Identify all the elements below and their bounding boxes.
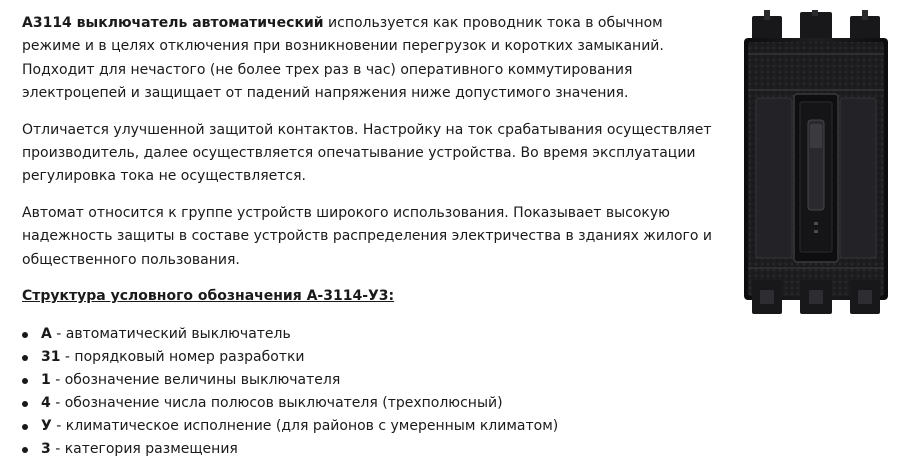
bullet-icon — [22, 355, 28, 361]
legend-item — [22, 323, 722, 346]
legend-item — [22, 415, 722, 438]
legend-code: 4 — [41, 395, 51, 412]
legend-desc: - автоматический выключатель — [51, 326, 291, 343]
legend-code: 31 — [41, 349, 61, 366]
legend-desc: - порядковый номер разработки — [60, 349, 305, 366]
product-name: А3114 выключатель автоматический — [22, 15, 324, 31]
designation-legend — [22, 323, 722, 461]
article-content — [22, 12, 722, 461]
legend-item — [22, 346, 722, 369]
legend-item — [22, 392, 722, 415]
bullet-icon — [22, 378, 28, 384]
legend-code: 1 — [41, 372, 51, 389]
legend-code: 3 — [41, 441, 51, 458]
bullet-icon — [22, 332, 28, 338]
bullet-icon — [22, 424, 28, 430]
legend-item — [22, 369, 722, 392]
intro-text: используется как проводник тока в обычном режиме и в целях отключения при возникновении перегрузок и коротких замыканий. Подходит для нечастого (не более трех раз в час) оперативного коммутирования электроцепей и защищает от падений напряжения ниже допустимого значения. — [22, 15, 664, 102]
legend-desc: - обозначение числа полюсов выключателя (трехполюсный) — [50, 395, 503, 412]
usage-paragraph: Автомат относится к группе устройств широкого использования. Показывает высокую надежность защиты в составе устройств распределения электричества в зданиях жилого и общественного пользования. — [22, 204, 712, 268]
bullet-icon — [22, 447, 28, 453]
legend-code: У — [41, 418, 52, 435]
bullet-icon — [22, 401, 28, 407]
circuit-breaker-photo — [742, 10, 890, 316]
legend-desc: - обозначение величины выключателя — [50, 372, 341, 389]
legend-code: А — [41, 326, 52, 343]
intro-paragraph — [22, 12, 722, 106]
legend-desc: - климатическое исполнение (для районов с умеренным климатом) — [51, 418, 559, 435]
legend-desc: - категория размещения — [50, 441, 238, 458]
protection-paragraph: Отличается улучшенной защитой контактов. Настройку на ток срабатывания осуществляет производитель, далее осуществляется опечатывание устройства. Во время эксплуатации регулировка тока не осуществляется. — [22, 121, 712, 185]
structure-heading: Структура условного обозначения А-3114-У3: — [22, 288, 395, 305]
